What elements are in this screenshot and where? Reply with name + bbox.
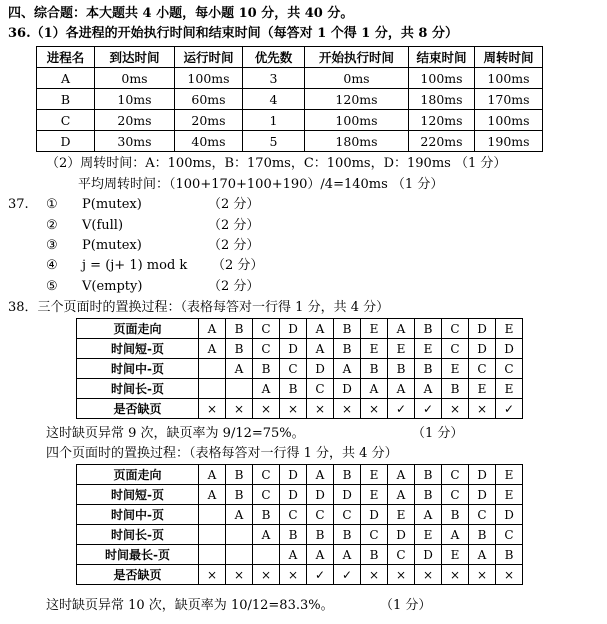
fault-mark-cell: ✓ [307, 565, 334, 585]
row-label: 页面走向 [77, 319, 199, 339]
table-cell: E [361, 465, 388, 485]
fault-mark-cell: × [226, 565, 253, 585]
table-cell: B [226, 319, 253, 339]
table-cell: 120ms [305, 89, 409, 110]
fault-mark-cell: × [334, 399, 361, 419]
table-cell: D [388, 525, 415, 545]
table-cell: 100ms [175, 68, 243, 89]
table-cell: C [307, 379, 334, 399]
table-cell: B [226, 485, 253, 505]
table-cell: B [442, 379, 469, 399]
table-cell: C [361, 525, 388, 545]
table-row [77, 565, 523, 585]
table-cell: D [37, 131, 95, 152]
fault-mark-cell: × [469, 565, 496, 585]
table-cell: B [415, 485, 442, 505]
table-cell: 30ms [95, 131, 175, 152]
table-cell: 180ms [305, 131, 409, 152]
row-label: 时间短-页 [77, 485, 199, 505]
table-cell: D [469, 485, 496, 505]
table-cell: E [415, 525, 442, 545]
table-cell: C [280, 359, 307, 379]
table-cell: E [361, 339, 388, 359]
table-cell: D [496, 505, 523, 525]
table-header-cell: 周转时间 [475, 47, 543, 68]
table-cell: B [307, 525, 334, 545]
table-cell: D [469, 319, 496, 339]
table-cell: D [280, 465, 307, 485]
table-cell: A [199, 339, 226, 359]
table-cell: 20ms [95, 110, 175, 131]
table-cell: C [253, 339, 280, 359]
table-cell: B [334, 465, 361, 485]
q37-item-score: （2 分） [208, 197, 260, 212]
fault-mark-cell: × [496, 565, 523, 585]
table-cell: C [253, 485, 280, 505]
table-cell: C [442, 319, 469, 339]
table-row [77, 525, 523, 545]
table-cell [226, 525, 253, 545]
table-cell: B [334, 319, 361, 339]
fault-mark-cell: × [199, 399, 226, 419]
q38-result4-score: （1 分） [380, 598, 432, 613]
table-cell: B [442, 505, 469, 525]
q38-result4: 这时缺页异常 10 次，缺页率为 10/12=83.3%。 [46, 598, 334, 613]
table-cell: E [415, 339, 442, 359]
table-cell: C [253, 465, 280, 485]
table-cell: D [280, 319, 307, 339]
table-cell: 170ms [475, 89, 543, 110]
table-cell: B [469, 525, 496, 545]
table-cell: 100ms [305, 110, 409, 131]
table-header-cell: 优先数 [243, 47, 305, 68]
table-cell: 3 [243, 68, 305, 89]
table-cell: C [469, 359, 496, 379]
table-cell: C [334, 505, 361, 525]
table-cell: E [388, 505, 415, 525]
table-cell: A [388, 465, 415, 485]
q37-item-number: ② [46, 218, 58, 233]
table-cell: D [334, 485, 361, 505]
row-label: 时间长-页 [77, 525, 199, 545]
table-cell: A [307, 465, 334, 485]
q37-item-number: ③ [46, 238, 58, 253]
table-cell: A [469, 545, 496, 565]
table-cell: E [442, 545, 469, 565]
row-label: 是否缺页 [77, 565, 199, 585]
q37-item-score: （2 分） [208, 279, 260, 294]
table-header-cell: 到达时间 [95, 47, 175, 68]
q38-result3: 这时缺页异常 9 次，缺页率为 9/12=75%。 [46, 426, 305, 441]
table-cell: B [280, 525, 307, 545]
table-cell: B [361, 545, 388, 565]
table-row [77, 359, 523, 379]
table-cell: B [415, 319, 442, 339]
table-cell: E [496, 465, 523, 485]
table-cell: D [280, 485, 307, 505]
table-row [37, 110, 543, 131]
table-cell: E [361, 485, 388, 505]
table-cell: B [226, 339, 253, 359]
row-label: 时间短-页 [77, 339, 199, 359]
q36-heading: 36.（1）各进程的开始执行时间和结束时间（每答对 1 个得 1 分，共 8 分） [8, 26, 458, 41]
table-cell: B [253, 505, 280, 525]
table-cell: B [415, 359, 442, 379]
table-cell: E [361, 319, 388, 339]
fault-mark-cell: × [280, 565, 307, 585]
table-header-cell: 运行时间 [175, 47, 243, 68]
table-cell: A [226, 505, 253, 525]
table-cell: C [496, 525, 523, 545]
table-cell: E [496, 379, 523, 399]
q38-heading: 38．三个页面时的置换过程：（表格每答对一行得 1 分，共 4 分） [8, 300, 390, 315]
fault-mark-cell: × [199, 565, 226, 585]
table-row [77, 339, 523, 359]
table-cell: A [199, 319, 226, 339]
table-cell: B [226, 465, 253, 485]
q38-heading4: 四个页面时的置换过程：（表格每答对一行得 1 分，共 4 分） [46, 446, 398, 461]
q37-item-number: ⑤ [46, 279, 58, 294]
table-cell: A [307, 545, 334, 565]
q37-item-code: P(mutex) [82, 238, 142, 253]
table-cell: C [280, 505, 307, 525]
table-cell: D [280, 339, 307, 359]
table-cell: A [361, 379, 388, 399]
table-cell: C [496, 359, 523, 379]
table-cell: B [334, 525, 361, 545]
fault-mark-cell: × [361, 399, 388, 419]
q36-process-table [36, 46, 543, 152]
table-cell: C [442, 339, 469, 359]
table-cell: E [388, 339, 415, 359]
table-cell [253, 545, 280, 565]
q37-item-code: V(empty) [82, 279, 143, 294]
table-cell: A [253, 379, 280, 399]
table-cell: A [226, 359, 253, 379]
table-cell: C [307, 505, 334, 525]
table-row [77, 319, 523, 339]
table-cell: B [361, 359, 388, 379]
table-cell: 40ms [175, 131, 243, 152]
table-cell: C [442, 485, 469, 505]
fault-mark-cell: × [280, 399, 307, 419]
page-table-3 [76, 318, 523, 419]
table-row [37, 68, 543, 89]
table-cell: A [199, 465, 226, 485]
table-cell: B [253, 359, 280, 379]
q36-part2-line2: 平均周转时间：（100+170+100+190）/4=140ms （1 分） [78, 177, 444, 192]
table-header-row [37, 47, 543, 68]
table-cell: A [307, 339, 334, 359]
table-cell: 0ms [95, 68, 175, 89]
table-cell: D [334, 379, 361, 399]
table-row [77, 545, 523, 565]
table-cell: D [469, 465, 496, 485]
fault-mark-cell: × [253, 399, 280, 419]
row-label: 时间中-页 [77, 359, 199, 379]
fault-mark-cell: × [415, 565, 442, 585]
table-cell: 100ms [409, 68, 475, 89]
table-cell [226, 379, 253, 399]
table-cell: B [388, 359, 415, 379]
table-row [77, 505, 523, 525]
fault-mark-cell: × [361, 565, 388, 585]
table-cell: A [37, 68, 95, 89]
table-cell: B [415, 465, 442, 485]
table-cell: A [253, 525, 280, 545]
table-header-cell: 开始执行时间 [305, 47, 409, 68]
table-row [77, 465, 523, 485]
table-cell: A [334, 545, 361, 565]
table-cell: A [388, 485, 415, 505]
fault-mark-cell: ✓ [388, 399, 415, 419]
fault-mark-cell: × [226, 399, 253, 419]
q37-item-score: （2 分） [208, 238, 260, 253]
row-label: 是否缺页 [77, 399, 199, 419]
table-cell: A [388, 319, 415, 339]
table-cell: A [415, 379, 442, 399]
fault-mark-cell: ✓ [415, 399, 442, 419]
q37-item-number: ④ [46, 258, 58, 273]
table-cell: D [307, 485, 334, 505]
table-cell: A [388, 379, 415, 399]
table-cell: A [334, 359, 361, 379]
table-cell [226, 545, 253, 565]
table-row [77, 379, 523, 399]
table-cell: 120ms [409, 110, 475, 131]
table-cell: A [280, 545, 307, 565]
table-cell: 5 [243, 131, 305, 152]
fault-mark-cell: × [442, 565, 469, 585]
table-cell [199, 359, 226, 379]
table-row [77, 485, 523, 505]
q37-item-number: ① [46, 197, 58, 212]
table-cell: 100ms [475, 110, 543, 131]
table-cell: C [388, 545, 415, 565]
table-row [37, 89, 543, 110]
fault-mark-cell: × [442, 399, 469, 419]
table-cell: 4 [243, 89, 305, 110]
table-cell: 1 [243, 110, 305, 131]
table-cell: 10ms [95, 89, 175, 110]
table-cell: E [442, 359, 469, 379]
table-cell: B [280, 379, 307, 399]
table-cell: C [442, 465, 469, 485]
table-cell: E [496, 485, 523, 505]
table-cell: C [469, 505, 496, 525]
table-cell: E [469, 379, 496, 399]
table-cell [199, 505, 226, 525]
q37-number: 37. [8, 197, 29, 212]
row-label: 时间长-页 [77, 379, 199, 399]
table-header-cell: 结束时间 [409, 47, 475, 68]
q37-item-score: （2 分） [212, 258, 264, 273]
table-cell: 180ms [409, 89, 475, 110]
table-cell: B [37, 89, 95, 110]
table-cell: A [415, 505, 442, 525]
section-title: 四、综合题：本大题共 4 小题，每小题 10 分，共 40 分。 [8, 6, 354, 21]
table-cell: 220ms [409, 131, 475, 152]
table-cell: C [253, 319, 280, 339]
table-cell: B [334, 339, 361, 359]
table-cell: A [307, 319, 334, 339]
table-row [77, 399, 523, 419]
table-cell: D [469, 339, 496, 359]
table-cell: B [496, 545, 523, 565]
table-cell: D [361, 505, 388, 525]
table-header-cell: 进程名 [37, 47, 95, 68]
q37-item-score: （2 分） [208, 218, 260, 233]
q37-item-code: V(full) [82, 218, 124, 233]
table-cell: 100ms [475, 68, 543, 89]
fault-mark-cell: × [253, 565, 280, 585]
row-label: 页面走向 [77, 465, 199, 485]
q37-item-code: P(mutex) [82, 197, 142, 212]
table-cell [199, 379, 226, 399]
table-cell [199, 545, 226, 565]
fault-mark-cell: × [388, 565, 415, 585]
table-cell: D [307, 359, 334, 379]
table-cell: E [496, 319, 523, 339]
table-cell: A [442, 525, 469, 545]
fault-mark-cell: × [469, 399, 496, 419]
q37-item-code: j = (j+ 1) mod k [82, 258, 188, 273]
table-cell: 0ms [305, 68, 409, 89]
page-table-4 [76, 464, 523, 585]
fault-mark-cell: ✓ [496, 399, 523, 419]
table-row [37, 131, 543, 152]
table-cell: A [199, 485, 226, 505]
row-label: 时间中-页 [77, 505, 199, 525]
table-cell: C [37, 110, 95, 131]
q36-part2-line1: （2）周转时间：A：100ms，B：170ms，C：100ms，D：190ms （1 分） [46, 156, 507, 171]
fault-mark-cell: ✓ [334, 565, 361, 585]
fault-mark-cell: × [307, 399, 334, 419]
table-cell: 60ms [175, 89, 243, 110]
q38-result3-score: （1 分） [412, 426, 464, 441]
table-cell: 190ms [475, 131, 543, 152]
table-cell: 20ms [175, 110, 243, 131]
table-cell: D [496, 339, 523, 359]
row-label: 时间最长-页 [77, 545, 199, 565]
table-cell [199, 525, 226, 545]
table-cell: D [415, 545, 442, 565]
